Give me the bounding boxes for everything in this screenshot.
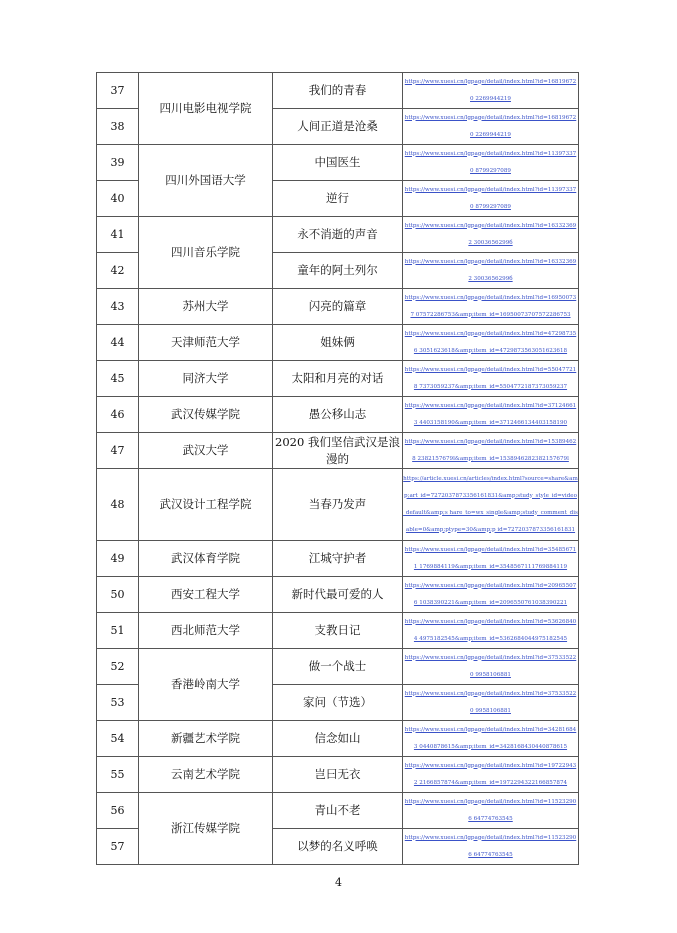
work-title: 做一个战士 bbox=[273, 649, 403, 685]
row-number: 57 bbox=[97, 829, 139, 865]
school-name: 西北师范大学 bbox=[139, 613, 273, 649]
row-number: 38 bbox=[97, 109, 139, 145]
school-name: 天津师范大学 bbox=[139, 325, 273, 361]
row-number: 52 bbox=[97, 649, 139, 685]
work-link[interactable]: https://www.xuesi.cn/lgpage/detail/index.html?id=113973370 8799297089 bbox=[404, 150, 577, 174]
row-number: 40 bbox=[97, 181, 139, 217]
school-name: 云南艺术学院 bbox=[139, 757, 273, 793]
work-link[interactable]: https://www.xuesi.cn/lgpage/detail/index.html?id=354856711 1769884119&amp;item_id=3548567111769884119 bbox=[404, 546, 577, 570]
row-number: 39 bbox=[97, 145, 139, 181]
link-cell bbox=[403, 145, 579, 181]
table-row bbox=[97, 361, 579, 397]
link-cell bbox=[403, 685, 579, 721]
work-link[interactable]: https://www.xuesi.cn/lgpage/detail/index.html?id=115232906 64774763545 bbox=[404, 834, 577, 858]
link-cell bbox=[403, 469, 579, 541]
work-title: 人间正道是沧桑 bbox=[273, 109, 403, 145]
link-cell bbox=[403, 325, 579, 361]
work-title: 太阳和月亮的对话 bbox=[273, 361, 403, 397]
work-link[interactable]: https://www.xuesi.cn/lgpage/detail/index.html?id=536268404 4975182545&amp;item_id=5362684044975182545 bbox=[404, 618, 577, 642]
school-name: 武汉体育学院 bbox=[139, 541, 273, 577]
work-title: 江城守护者 bbox=[273, 541, 403, 577]
link-cell bbox=[403, 181, 579, 217]
table-row bbox=[97, 793, 579, 829]
link-cell bbox=[403, 577, 579, 613]
row-number: 50 bbox=[97, 577, 139, 613]
link-cell bbox=[403, 649, 579, 685]
row-number: 37 bbox=[97, 73, 139, 109]
work-title: 当春乃发声 bbox=[273, 469, 403, 541]
table-row bbox=[97, 325, 579, 361]
work-link[interactable]: https://www.xuesi.cn/lgpage/detail/index.html?id=168196720 2269944219 bbox=[404, 78, 577, 102]
link-cell bbox=[403, 361, 579, 397]
row-number: 48 bbox=[97, 469, 139, 541]
work-link[interactable]: https://www.xuesi.cn/lgpage/detail/index.html?id=163323692 3003656299б bbox=[404, 222, 577, 246]
row-number: 45 bbox=[97, 361, 139, 397]
link-cell bbox=[403, 541, 579, 577]
work-title: 我们的青春 bbox=[273, 73, 403, 109]
works-table-body bbox=[97, 73, 579, 865]
school-name: 苏州大学 bbox=[139, 289, 273, 325]
work-link[interactable]: https://www.xuesi.cn/lgpage/detail/index.html?id=375335220 9958106881 bbox=[404, 654, 577, 678]
school-name: 四川外国语大学 bbox=[139, 145, 273, 217]
school-name: 四川电影电视学院 bbox=[139, 73, 273, 145]
work-title: 童年的阿土列尔 bbox=[273, 253, 403, 289]
work-link[interactable]: https://article.xuesi.cn/articles/index.html?source=share&amp;art_id=7272037873356161831&amp;study_style_id=video_default&amp;s hare_to=wx_single&amp;study_comment_disable=0&amp;ptype=30&amp;p id=7272037873356161831 bbox=[403, 475, 578, 533]
school-name: 武汉传媒学院 bbox=[139, 397, 273, 433]
school-name: 新疆艺术学院 bbox=[139, 721, 273, 757]
link-cell bbox=[403, 613, 579, 649]
school-name: 同济大学 bbox=[139, 361, 273, 397]
row-number: 49 bbox=[97, 541, 139, 577]
link-cell bbox=[403, 397, 579, 433]
row-number: 51 bbox=[97, 613, 139, 649]
work-link[interactable]: https://www.xuesi.cn/lgpage/detail/index.html?id=163323692 3003656299б bbox=[404, 258, 577, 282]
page-number: 4 bbox=[335, 876, 342, 889]
work-title: 姐妹俩 bbox=[273, 325, 403, 361]
row-number: 42 bbox=[97, 253, 139, 289]
link-cell bbox=[403, 289, 579, 325]
link-cell bbox=[403, 793, 579, 829]
table-row bbox=[97, 613, 579, 649]
table-row bbox=[97, 145, 579, 181]
link-cell bbox=[403, 433, 579, 469]
work-link[interactable]: https://www.xuesi.cn/lgpage/detail/index.html?id=115232906 64774763545 bbox=[404, 798, 577, 822]
table-row bbox=[97, 757, 579, 793]
work-link[interactable]: https://www.xuesi.cn/lgpage/detail/index.html?id=168196720 2269944219 bbox=[404, 114, 577, 138]
work-link[interactable]: https://www.xuesi.cn/lgpage/detail/index.html?id=153894628 2382157679l&amp;item_id=1538946282382157679l bbox=[404, 438, 577, 462]
row-number: 47 bbox=[97, 433, 139, 469]
link-cell bbox=[403, 721, 579, 757]
work-title: 家问（节选） bbox=[273, 685, 403, 721]
link-cell bbox=[403, 217, 579, 253]
link-cell bbox=[403, 109, 579, 145]
work-title: 支教日记 bbox=[273, 613, 403, 649]
table-row bbox=[97, 469, 579, 541]
school-name: 香港岭南大学 bbox=[139, 649, 273, 721]
work-title: 闪亮的篇章 bbox=[273, 289, 403, 325]
row-number: 53 bbox=[97, 685, 139, 721]
link-cell bbox=[403, 253, 579, 289]
school-name: 浙江传媒学院 bbox=[139, 793, 273, 865]
row-number: 44 bbox=[97, 325, 139, 361]
work-link[interactable]: https://www.xuesi.cn/lgpage/detail/index.html?id=113973370 8799297089 bbox=[404, 186, 577, 210]
table-row bbox=[97, 541, 579, 577]
school-name: 武汉大学 bbox=[139, 433, 273, 469]
work-link[interactable]: https://www.xuesi.cn/lgpage/detail/index.html?id=209655076 1038390221&amp;item_id=2096550761038390221 bbox=[404, 582, 577, 606]
table-row bbox=[97, 289, 579, 325]
row-number: 56 bbox=[97, 793, 139, 829]
work-title: 2020 我们坚信武汉是浪漫的 bbox=[273, 433, 403, 469]
school-name: 四川音乐学院 bbox=[139, 217, 273, 289]
table-row bbox=[97, 649, 579, 685]
school-name: 武汉设计工程学院 bbox=[139, 469, 273, 541]
work-link[interactable]: https://www.xuesi.cn/lgpage/detail/index.html?id=550477218 7373059237&amp;item_id=5504772187373059237 bbox=[404, 366, 577, 390]
work-title: 新时代最可爱的人 bbox=[273, 577, 403, 613]
row-number: 43 bbox=[97, 289, 139, 325]
work-link[interactable]: https://www.xuesi.cn/lgpage/detail/index.html?id=197229432 2166857874&amp;item_id=1972294322166857874 bbox=[404, 762, 577, 786]
table-row bbox=[97, 577, 579, 613]
work-link[interactable]: https://www.xuesi.cn/lgpage/detail/index.html?id=342816843 0440878615&amp;item_id=3428168430440878615 bbox=[404, 726, 577, 750]
work-title: 青山不老 bbox=[273, 793, 403, 829]
link-cell bbox=[403, 757, 579, 793]
row-number: 41 bbox=[97, 217, 139, 253]
works-table bbox=[96, 72, 579, 865]
row-number: 55 bbox=[97, 757, 139, 793]
work-title: 逆行 bbox=[273, 181, 403, 217]
work-title: 信念如山 bbox=[273, 721, 403, 757]
work-link[interactable]: https://www.xuesi.cn/lgpage/detail/index.html?id=375335220 9958106881 bbox=[404, 690, 577, 714]
work-title: 中国医生 bbox=[273, 145, 403, 181]
work-title: 永不消逝的声音 bbox=[273, 217, 403, 253]
link-cell bbox=[403, 73, 579, 109]
row-number: 46 bbox=[97, 397, 139, 433]
table-row bbox=[97, 217, 579, 253]
work-link[interactable]: https://www.xuesi.cn/lgpage/detail/index.html?id=169500737 0757228675З&amp;item_id=1695007370757228675З bbox=[404, 294, 577, 318]
link-cell bbox=[403, 829, 579, 865]
table-row bbox=[97, 433, 579, 469]
work-title: 愚公移山志 bbox=[273, 397, 403, 433]
table-row bbox=[97, 397, 579, 433]
table-row bbox=[97, 721, 579, 757]
work-link[interactable]: https://www.xuesi.cn/lgpage/detail/index.html?id=371246613 4403158190&amp;item_id=3712466134403158190 bbox=[404, 402, 577, 426]
work-title: 岂曰无衣 bbox=[273, 757, 403, 793]
work-link[interactable]: https://www.xuesi.cn/lgpage/detail/index.html?id=472987356 3051623618&amp;item_id=4729873563051623618 bbox=[404, 330, 577, 354]
table-row bbox=[97, 73, 579, 109]
work-title: 以梦的名义呼唤 bbox=[273, 829, 403, 865]
school-name: 西安工程大学 bbox=[139, 577, 273, 613]
row-number: 54 bbox=[97, 721, 139, 757]
